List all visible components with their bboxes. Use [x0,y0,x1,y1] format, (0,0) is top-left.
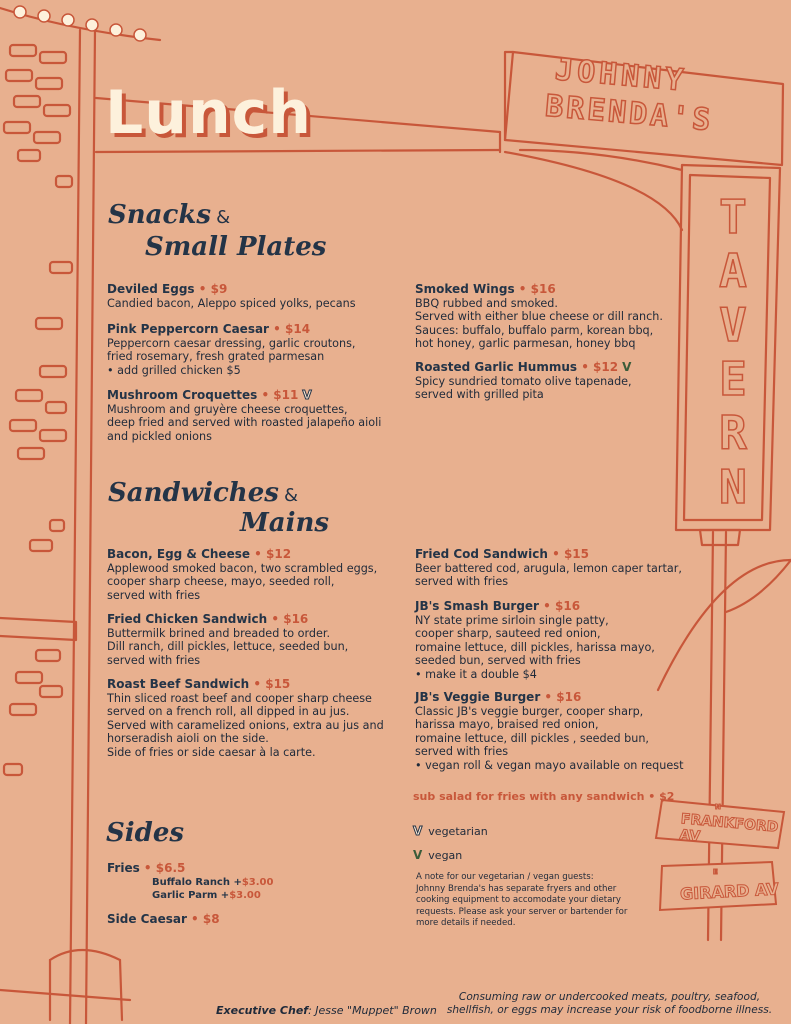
item-desc: Classic JB's veggie burger, cooper sharp, [415,704,644,718]
item-name: Deviled Eggs [107,282,195,296]
item-desc: Served with caramelized onions, extra au jus and [107,718,384,732]
vegetarian-icon: V [413,824,423,838]
dietary-note-line: Johnny Brenda's has separate fryers and other [416,883,617,894]
item-desc: served with fries [107,653,201,667]
sign-johnny: JOHNNY [553,52,689,99]
item-desc: cooper sharp cheese, mayo, seeded roll, [107,575,335,589]
item-desc: romaine lettuce, dill pickles, harissa mayo, [415,640,655,654]
food-safety-warning [432,991,787,1017]
item-desc: Beer battered cod, arugula, lemon caper tartar, [415,561,682,575]
item-desc: Mushroom and gruyère cheese croquettes, [107,402,348,416]
item-desc: Applewood smoked bacon, two scrambled eggs, [107,561,378,575]
garlic-parm-option [152,890,261,901]
item-name: Pink Peppercorn Caesar [107,322,269,336]
menu-item [415,361,685,402]
item-desc: and pickled onions [107,429,212,443]
item-price: • $15 [547,547,589,561]
item-desc: served with fries [415,745,509,759]
caesar-name: Side Caesar [107,912,187,926]
item-desc: served with fries [107,588,201,602]
sides-fries [107,862,185,876]
snacks-heading [108,200,230,230]
item-name: Mushroom Croquettes [107,388,258,402]
tavern-letter-v: V [719,298,747,352]
buffalo-ranch-option [152,877,273,888]
tavern-letter-r: R [719,406,747,460]
menu-item [415,600,685,682]
warning-line: Consuming raw or undercooked meats, poultry, seafood, [458,991,761,1003]
legend-vegetarian-label: vegetarian [428,825,488,838]
menu-item [415,548,685,589]
item-desc: NY state prime sirloin single patty, [415,613,609,627]
menu-item [107,283,397,310]
item-name: Fried Cod Sandwich [415,547,548,561]
item-desc: served with grilled pita [415,388,544,402]
item-price: • $15 [249,677,291,691]
snacks-title-line2: Small Plates [145,232,327,262]
buffalo-ranch-price: $3.00 [241,877,274,888]
frankford-label: FRANKFORD AV [678,811,779,845]
item-desc: BBQ rubbed and smoked. [415,296,558,310]
dietary-note-line: cooking equipment to accomodate your dietary [416,895,621,906]
item-addon: • make it a double $4 [415,667,537,681]
snacks-title-line1: Snacks [108,200,212,230]
menu-item [107,548,397,602]
item-desc: Thin sliced roast beef and cooper sharp cheese [107,691,372,705]
menu-item [107,389,407,443]
item-desc: Buttermilk brined and breaded to order. [107,626,330,640]
menu-item [107,613,397,667]
tavern-sign [698,190,768,514]
sandwiches-heading [108,478,298,508]
item-price: • $12 [250,547,292,561]
item-desc: horseradish aioli on the side. [107,732,269,746]
vegetarian-icon: V [302,388,312,402]
sides-title: Sides [106,818,185,848]
item-name: Smoked Wings [415,282,515,296]
item-name: Fried Chicken Sandwich [107,612,268,626]
item-desc: Spicy sundried tomato olive tapenade, [415,374,632,388]
item-addon: • vegan roll & vegan mayo available on request [415,758,684,772]
menu-item [107,323,397,377]
item-desc: cooper sharp, sauteed red onion, [415,627,601,641]
item-desc: Sauces: buffalo, buffalo parm, korean bbq, [415,323,654,337]
legend-vegan [413,848,462,862]
item-price: • $16 [514,282,556,296]
item-desc: harissa mayo, braised red onion, [415,718,599,732]
item-desc: hot honey, garlic parmesan, honey bbq [415,337,636,351]
item-price: • $16 [538,599,581,613]
menu-item [415,691,705,773]
garlic-parm-price: $3.00 [229,890,261,901]
item-desc: served with fries [415,575,509,589]
item-desc: Side of fries or side caesar à la carte. [107,745,316,759]
item-price: • $16 [267,612,309,626]
buffalo-ranch-name: Buffalo Ranch + [152,877,242,888]
menu-item [107,678,407,760]
tavern-letter-e: E [719,352,747,406]
item-desc: seeded bun, served with fries [415,654,581,668]
item-price: • $12 [577,360,619,374]
sub-salad-note: sub salad for fries with any sandwich • $2 [413,790,675,803]
item-desc: romaine lettuce, dill pickles , seeded bun, [415,731,649,745]
dietary-note-line: A note for our vegetarian / vegan guests: [416,872,594,882]
item-addon: • add grilled chicken $5 [107,363,241,377]
chef-label: Executive Chef [216,1004,309,1017]
tavern-letter-t: T [719,190,747,244]
item-desc: Served with either blue cheese or dill ranch. [415,310,663,324]
vegan-icon: V [622,360,632,374]
item-price: • $16 [540,690,582,704]
item-name: JB's Veggie Burger [415,690,541,704]
fries-price: • $6.5 [139,861,186,875]
item-name: JB's Smash Burger [415,599,539,613]
item-desc: Dill ranch, dill pickles, lettuce, seeded bun, [107,640,349,654]
chef-name: : Jesse "Muppet" Brown [308,1004,437,1017]
item-desc: Peppercorn caesar dressing, garlic croutons, [107,336,356,350]
sandwiches-amp: & [283,485,299,506]
item-name: Bacon, Egg & Cheese [107,547,250,561]
item-price: • $14 [268,322,311,336]
vegan-icon: V [413,848,423,862]
caesar-price: • $8 [186,912,220,926]
dietary-note-line: more details if needed. [416,918,516,929]
sandwiches-title-line1: Sandwiches [108,478,279,508]
fries-name: Fries [107,861,140,875]
garlic-parm-name: Garlic Parm + [152,890,230,901]
girard-label: GIRARD AV [679,879,780,904]
item-price: • $9 [194,282,228,296]
menu-item [415,283,685,351]
item-name: Roast Beef Sandwich [107,677,250,691]
page-title: Lunch [105,78,312,148]
item-desc: Candied bacon, Aleppo spiced yolks, pecans [107,296,356,310]
item-desc: served on a french roll, all dipped in au jus. [107,705,350,719]
dietary-note-line: requests. Please ask your server or bartender for [416,906,628,917]
item-desc: fried rosemary, fresh grated parmesan [107,350,325,364]
item-price: • $11 [257,388,299,402]
dietary-note [416,872,666,930]
sides-caesar [107,913,220,927]
item-desc: deep fried and served with roasted jalapeño aioli [107,416,382,430]
girard-abbr: E [713,868,718,876]
snacks-amp: & [216,207,231,228]
tavern-letter-n: N [719,460,747,514]
warning-line: shellfish, or eggs may increase your risk of foodborne illness. [446,1004,773,1016]
tavern-letter-a: A [719,244,747,298]
sign-brendas: BRENDA'S [543,88,715,139]
sandwiches-title-line2: Mains [240,508,330,538]
legend-vegan-label: vegan [428,849,463,862]
legend-vegetarian [413,824,488,838]
frankford-abbr: N [715,803,721,811]
item-name: Roasted Garlic Hummus [415,360,578,374]
chef-credit [216,1004,437,1017]
